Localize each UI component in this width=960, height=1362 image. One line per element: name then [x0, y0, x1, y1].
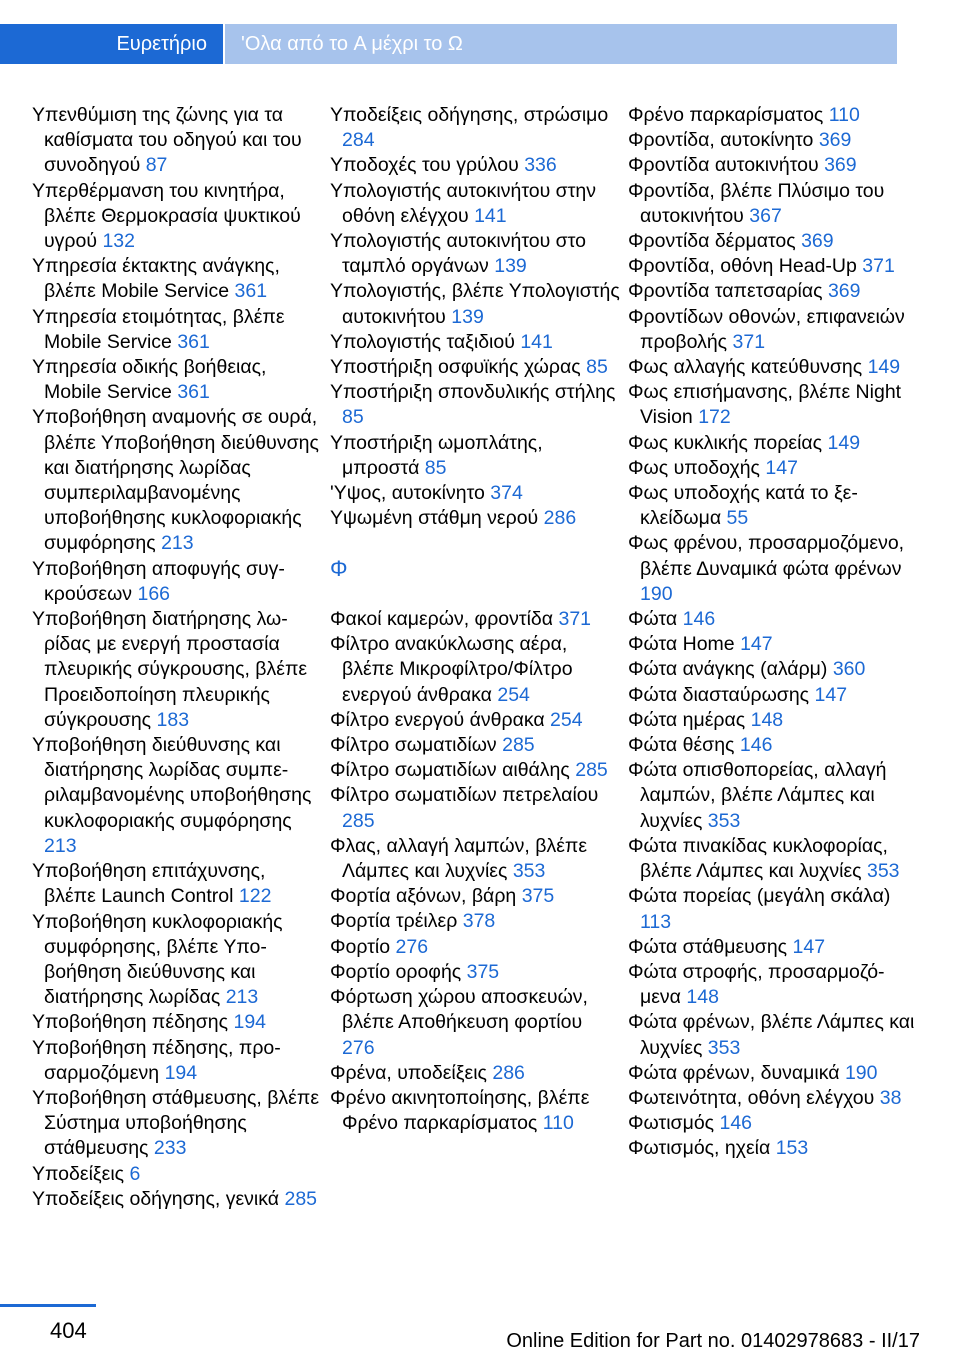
entry-text: Φώτα ημέρας — [628, 708, 746, 731]
page-link[interactable]: 110 — [542, 1112, 574, 1135]
page-link[interactable]: 213 — [225, 986, 259, 1009]
index-entry — [330, 884, 620, 909]
index-entry — [330, 909, 620, 934]
tab-index[interactable]: Ευρετήριο — [0, 24, 223, 64]
index-entry — [32, 607, 322, 733]
entry-text: Φώτα πορείας (μεγάλη σκάλα) — [628, 885, 891, 908]
entry-text: Φροντίδα, αυτοκίνητο — [628, 129, 814, 152]
entry-text: Φώτα πινακίδας κυκλοφορίας, βλέπε Λάμπες και λυχνίες — [628, 834, 888, 883]
footer-rule — [0, 1304, 96, 1307]
page-link[interactable]: 361 — [177, 381, 210, 404]
entry-text: Φωτισμός — [628, 1112, 715, 1135]
index-entry — [330, 279, 620, 329]
entry-text: Υποβοήθηση αναμονής σε ουρά, βλέπε Υποβοήθηση διεύθυνσης και διατήρησης λωρίδας συμπεριλαμβανομένης υποβοήθησης κυκλοφοριακής συμφόρησης — [32, 406, 319, 555]
page-number: 404 — [50, 1318, 87, 1343]
index-entry — [628, 1061, 918, 1086]
page-link[interactable]: 141 — [520, 330, 553, 353]
entry-text: Υποβοήθηση πέδησης, προσαρμοζόμενη — [32, 1036, 281, 1084]
entry-text: Υποβοήθηση αποφυγής συγκρούσεων — [32, 557, 285, 605]
entry-text: Φώτα στάθμευσης — [628, 935, 788, 958]
entry-text: Φώτα στροφής, προσαρμοζόμενα — [628, 960, 885, 1009]
entry-text: Φως υποδοχής — [628, 456, 760, 479]
entry-text: Υπολογιστής αυτοκινήτου στην οθόνη ελέγχου — [330, 179, 597, 227]
page-link[interactable]: 194 — [164, 1061, 198, 1084]
index-column-1 — [32, 103, 322, 1212]
page-link[interactable]: 213 — [161, 532, 194, 555]
entry-text: Φροντίδα ταπετσαρίας — [628, 280, 823, 303]
page-link[interactable]: 286 — [543, 507, 577, 530]
entry-text: Υποβοήθηση διατήρησης λωρίδας με ενεργή προστασία πλευρικής σύγκρουσης, βλέπε Προειδοποίηση πλευρικής σύγκρουσης — [32, 608, 308, 731]
entry-text: Φροντίδα αυτοκινήτου — [628, 154, 819, 177]
index-entry — [32, 179, 322, 255]
index-entry — [628, 1136, 918, 1161]
entry-text: Υψωμένη στάθμη νερού — [330, 507, 539, 530]
page-link[interactable]: 149 — [867, 356, 901, 379]
entry-text: Φως φρένου, προσαρμοζόμενο, βλέπε Δυναμικά φώτα φρένων — [628, 532, 905, 580]
entry-text: Υποβοήθηση κυκλοφοριακής συμφόρησης, βλέπε Υποβοήθηση διεύθυνσης και διατήρησης λωρίδας — [32, 910, 283, 1009]
section-letter: Φ — [330, 556, 348, 582]
page-link[interactable]: 353 — [707, 809, 741, 832]
entry-text: Φώτα φρένων, βλέπε Λάμπες και λυχνίες — [628, 1011, 915, 1059]
page-link[interactable]: 153 — [775, 1137, 809, 1160]
page-link[interactable]: 361 — [234, 280, 268, 303]
index-entry — [330, 985, 620, 1061]
page-link[interactable]: 374 — [490, 482, 523, 505]
index-entry — [330, 330, 620, 355]
page-link[interactable]: 110 — [828, 104, 860, 126]
page-link[interactable]: 122 — [238, 885, 272, 908]
index-column-3 — [628, 103, 918, 1162]
entry-text: Υποβοήθηση διεύθυνσης και διατήρησης λωρίδας συμπεριλαμβανομένης υποβοήθησης κυκλοφοριακής συμφόρησης — [32, 734, 312, 832]
entry-text: 'Υψος, αυτοκίνητο — [330, 482, 485, 505]
entry-text: Φακοί καμερών, φροντίδα — [330, 608, 554, 631]
entry-text: Υπηρεσία οδικής βοήθειας, Mobile Service — [32, 356, 267, 404]
page-link[interactable]: 375 — [521, 885, 555, 908]
index-entry — [628, 607, 918, 632]
index-entry — [628, 481, 918, 531]
entry-text: Φρένο ακινητοποίησης, βλέπε Φρένο παρκαρίσματος — [330, 1086, 590, 1135]
page-link[interactable]: 360 — [832, 658, 866, 681]
entry-text: Υποδείξεις οδήγησης, στρώσιμο — [330, 104, 609, 126]
page-link[interactable]: 369 — [824, 154, 857, 177]
page-link[interactable]: 146 — [682, 608, 716, 631]
index-entry — [628, 380, 918, 430]
entry-text: Υπολογιστής, βλέπε Υπολογιστής αυτοκινήτου — [330, 280, 620, 328]
page-link[interactable]: 353 — [866, 860, 900, 883]
page-link[interactable]: 336 — [524, 154, 557, 177]
entry-text: Φόρτωση χώρου αποσκευών, βλέπε Αποθήκευση φορτίου — [330, 986, 588, 1034]
page-link[interactable]: 361 — [177, 330, 210, 353]
page-link[interactable]: 148 — [750, 708, 784, 731]
entry-text: Φίλτρο ανακύκλωσης αέρα, βλέπε Μικροφίλτρο/Φίλτρο ενεργού άνθρακα — [330, 633, 573, 706]
index-entry — [628, 254, 918, 279]
page-link[interactable]: 375 — [466, 960, 500, 983]
index-entry — [330, 1061, 620, 1086]
page-link[interactable]: 254 — [550, 708, 583, 731]
page-link[interactable]: 371 — [732, 330, 766, 353]
page-link[interactable]: 6 — [129, 1162, 141, 1185]
tab-a-to-z[interactable]: 'Ολα από το A μέχρι το Ω — [225, 24, 897, 64]
entry-text: Φίλτρο σωματιδίων αιθάλης — [330, 759, 570, 782]
entry-text: Φωτισμός, ηχεία — [628, 1137, 771, 1160]
page-link[interactable]: 38 — [879, 1086, 902, 1109]
page-link[interactable]: 194 — [233, 1011, 267, 1034]
entry-text: Υπολογιστής ταξιδιού — [330, 330, 515, 353]
index-entry — [628, 456, 918, 481]
index-entry — [330, 834, 620, 884]
page-link[interactable]: 183 — [156, 708, 190, 731]
index-entry — [32, 557, 322, 607]
index-entry — [628, 103, 918, 128]
page-link[interactable]: 369 — [801, 230, 834, 253]
index-entry — [330, 229, 620, 279]
page-link[interactable]: 166 — [137, 582, 171, 605]
index-entry — [330, 733, 620, 758]
entry-text: Υποστήριξη σπονδυλικής στήλης — [330, 381, 616, 404]
index-entry — [628, 1111, 918, 1136]
page-link[interactable]: 147 — [740, 633, 773, 656]
index-entry — [628, 1010, 918, 1060]
index-entry — [628, 733, 918, 758]
index-entry — [628, 683, 918, 708]
page-link[interactable]: 147 — [765, 456, 798, 479]
entry-text: Φλας, αλλαγή λαμπών, βλέπε Λάμπες και λυχνίες — [330, 834, 588, 883]
entry-text: Υπενθύμιση της ζώνης για τα καθίσματα του οδηγού και του συνοδηγού — [32, 104, 302, 177]
index-entry — [628, 305, 918, 355]
page-link[interactable]: 132 — [102, 230, 135, 253]
entry-text: Φως αλλαγής κατεύθυνσης — [628, 356, 863, 379]
index-entry — [628, 355, 918, 380]
entry-text: Φώτα — [628, 608, 678, 631]
page-link[interactable]: 190 — [844, 1061, 878, 1084]
page-link[interactable]: 371 — [558, 608, 592, 631]
index-entry — [628, 632, 918, 657]
page-link[interactable]: 254 — [497, 683, 530, 706]
page-link[interactable]: 147 — [814, 683, 848, 706]
entry-text: Φίλτρο σωματιδίων πετρελαίου — [330, 784, 599, 807]
index-entry — [330, 708, 620, 733]
page-link[interactable]: 378 — [462, 910, 496, 933]
index-entry — [330, 506, 620, 531]
entry-text: Υπηρεσία έκτακτης ανάγκης, βλέπε Mobile Service — [32, 255, 280, 303]
index-entry — [32, 859, 322, 909]
entry-text: Φροντίδων οθονών, επιφανειών προβολής — [628, 305, 905, 353]
entry-text: Φως υποδοχής κατά το ξεκλείδωμα — [628, 482, 858, 530]
index-entry — [32, 1162, 322, 1187]
page-link[interactable]: 85 — [342, 406, 364, 429]
entry-text: Φώτα ανάγκης (αλάρμ) — [628, 658, 828, 681]
entry-text: Φωτεινότητα, οθόνη ελέγχου — [628, 1086, 875, 1109]
index-entry — [330, 481, 620, 506]
index-entry — [330, 758, 620, 783]
index-entry — [32, 405, 322, 556]
entry-text: Υποδείξεις οδήγησης, γενικά — [32, 1187, 280, 1210]
entry-text: Υποστήριξη οσφυϊκής χώρας — [330, 356, 581, 379]
entry-text: Φίλτρο σωματιδίων — [330, 734, 497, 757]
index-entry — [330, 632, 620, 708]
page-link[interactable]: 233 — [153, 1137, 187, 1160]
index-column-2 — [330, 103, 620, 1136]
index-entry — [32, 733, 322, 859]
index-entry — [330, 935, 620, 960]
page-link[interactable]: 285 — [284, 1187, 318, 1210]
entry-text: Υποβοήθηση επιτάχυνσης, βλέπε Launch Control — [32, 860, 266, 908]
index-entry — [330, 380, 620, 430]
index-entry — [628, 179, 918, 229]
index-entry — [628, 758, 918, 834]
page-link[interactable]: 147 — [792, 935, 826, 958]
index-entry — [32, 355, 322, 405]
page-link[interactable]: 286 — [492, 1061, 525, 1084]
entry-text: Φροντίδα, οθόνη Head-Up — [628, 255, 857, 278]
page-link[interactable]: 367 — [749, 204, 782, 227]
entry-text: Φίλτρο ενεργού άνθρακα — [330, 708, 545, 731]
page-link[interactable]: 85 — [424, 456, 447, 479]
entry-text: Υποστήριξη ωμοπλάτης, μπροστά — [330, 431, 543, 479]
page-link[interactable]: 146 — [719, 1112, 753, 1135]
page-link[interactable]: 353 — [512, 860, 546, 883]
page-link[interactable]: 369 — [827, 280, 861, 303]
index-entry — [330, 355, 620, 380]
index-entry — [32, 103, 322, 179]
index-entry — [628, 1086, 918, 1111]
index-entry — [628, 531, 918, 607]
index-entry — [330, 431, 620, 481]
index-entry — [628, 153, 918, 178]
index-entry — [628, 431, 918, 456]
entry-text: Φώτα διασταύρωσης — [628, 683, 810, 706]
entry-text: Υπηρεσία ετοιμότητας, βλέπε Mobile Service — [32, 305, 285, 353]
page-link[interactable]: 213 — [44, 834, 77, 857]
page-link[interactable]: 285 — [575, 759, 608, 782]
page-link[interactable]: 146 — [739, 734, 773, 757]
index-entry — [330, 783, 620, 833]
page-link[interactable]: 284 — [342, 129, 375, 152]
index-entry — [32, 254, 322, 304]
entry-text: Φώτα Home — [628, 633, 735, 656]
entry-text: Υποβοήθηση στάθμευσης, βλέπε Σύστημα υποβοήθησης στάθμευσης — [32, 1086, 320, 1160]
entry-text: Φώτα θέσης — [628, 734, 735, 757]
page-link[interactable]: 369 — [818, 129, 852, 152]
index-entry — [330, 179, 620, 229]
index-entry — [32, 1187, 322, 1212]
header-tabs — [0, 24, 897, 64]
page-link[interactable]: 148 — [686, 986, 719, 1009]
page-link[interactable]: 139 — [451, 305, 484, 328]
page-link[interactable]: 285 — [502, 734, 535, 757]
index-entry — [628, 229, 918, 254]
entry-text: Υπερθέρμανση του κινητήρα, βλέπε Θερμοκρασία ψυκτικού υγρού — [32, 179, 301, 253]
page-link[interactable]: 87 — [145, 154, 168, 177]
entry-text: Υποδοχές του γρύλου — [330, 154, 519, 177]
page-link[interactable]: 85 — [586, 356, 608, 379]
entry-text: Φρένο παρκαρίσματος — [628, 104, 824, 126]
page-link[interactable]: 141 — [474, 204, 507, 227]
entry-text: Φορτίο — [330, 935, 391, 958]
page-link[interactable]: 139 — [494, 255, 527, 278]
page-link[interactable]: 371 — [862, 255, 895, 278]
page-link[interactable]: 190 — [640, 582, 673, 605]
entry-text: Φως κυκλικής πορείας — [628, 431, 823, 454]
page-link[interactable]: 285 — [342, 809, 375, 832]
index-entry — [628, 279, 918, 304]
index-entry — [32, 1010, 322, 1035]
index-entry — [628, 834, 918, 884]
index-entry — [330, 153, 620, 178]
index-entry — [330, 607, 620, 632]
entry-text: Υποβοήθηση πέδησης — [32, 1011, 229, 1034]
edition-note: Online Edition for Part no. 01402978683 - II/17 — [506, 1330, 920, 1352]
index-entry — [628, 657, 918, 682]
page-link[interactable]: 149 — [827, 431, 861, 454]
index-entry — [32, 1036, 322, 1086]
entry-text: Φορτίο οροφής — [330, 960, 462, 983]
index-entry — [330, 960, 620, 985]
entry-text: Υποδείξεις — [32, 1162, 125, 1185]
entry-text: Φορτία αξόνων, βάρη — [330, 885, 517, 908]
index-entry — [628, 708, 918, 733]
index-entry — [330, 1086, 620, 1136]
index-entry — [628, 884, 918, 934]
page-link[interactable]: 276 — [342, 1036, 375, 1059]
page-link[interactable]: 276 — [395, 935, 429, 958]
page-link[interactable]: 55 — [726, 507, 749, 530]
index-entry — [32, 305, 322, 355]
index-entry — [628, 935, 918, 960]
page-link[interactable]: 113 — [640, 910, 672, 933]
index-entry — [628, 960, 918, 1010]
page-link[interactable]: 353 — [707, 1036, 741, 1059]
entry-text: Φορτία τρέιλερ — [330, 910, 458, 933]
entry-text: Φώτα φρένων, δυναμικά — [628, 1061, 840, 1084]
index-entry — [32, 1086, 322, 1162]
index-entry — [330, 103, 620, 153]
entry-text: Φρένα, υποδείξεις — [330, 1061, 487, 1084]
entry-text: Υπολογιστής αυτοκινήτου στο ταμπλό οργάνων — [330, 230, 586, 278]
entry-text: Φώτα οπισθοπορείας, αλλαγή λαμπών, βλέπε Λάμπες και λυχνίες — [628, 759, 887, 832]
index-entry — [628, 128, 918, 153]
page-link[interactable]: 172 — [698, 406, 731, 429]
index-entry — [32, 910, 322, 1011]
entry-text: Φροντίδα δέρματος — [628, 230, 796, 253]
entry-text: Φως επισήμανσης, βλέπε Night Vision — [628, 381, 902, 429]
entry-text: Φροντίδα, βλέπε Πλύσιμο του αυτοκινήτου — [628, 179, 885, 227]
